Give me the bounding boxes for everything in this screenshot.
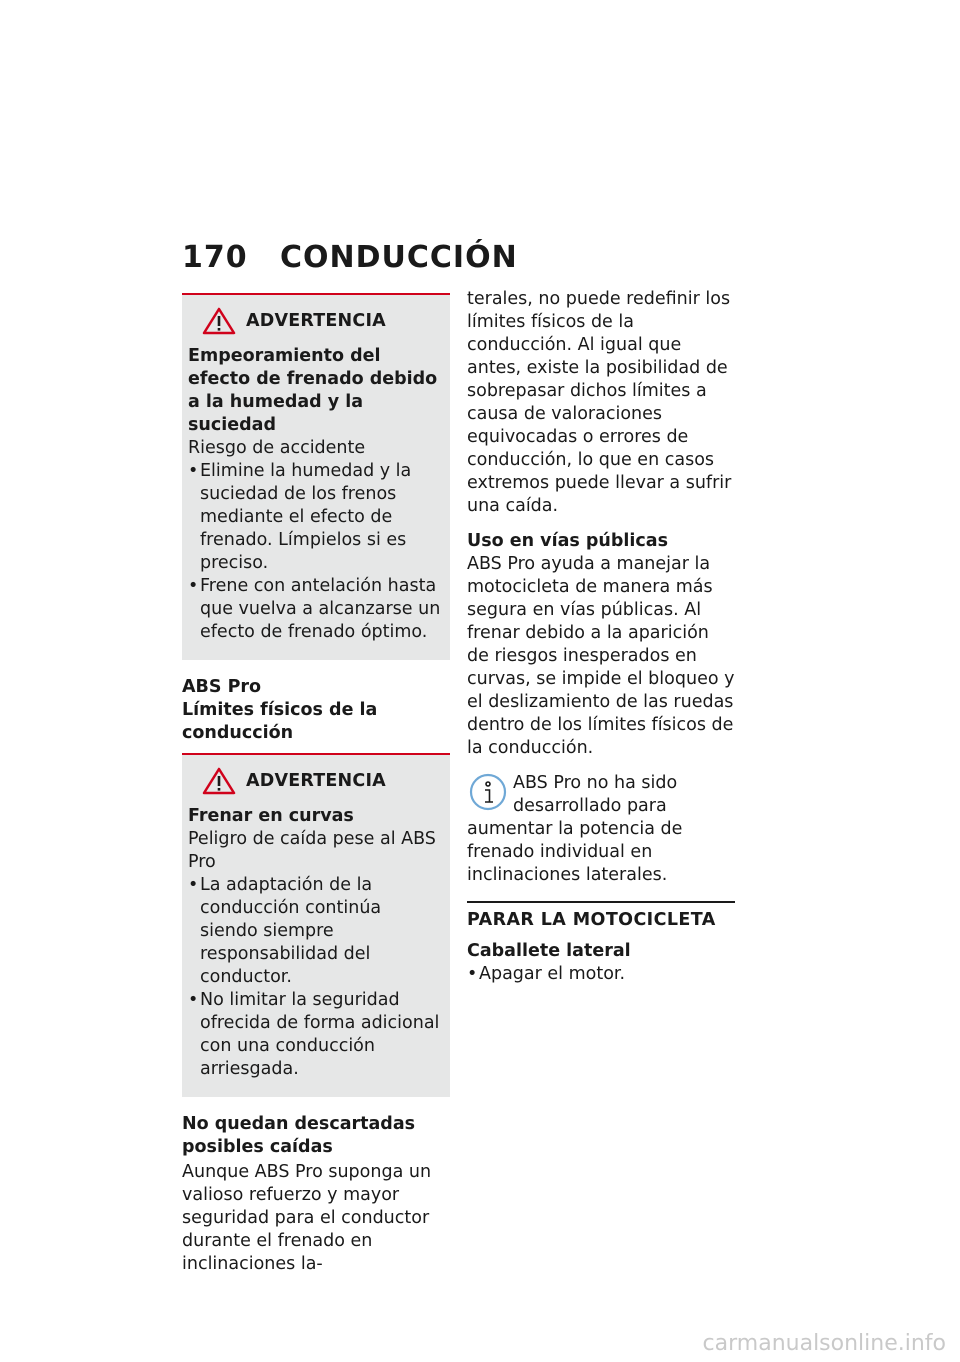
heading-vias: Uso en vías públicas [467,531,668,551]
paragraph-continued: terales, no puede redefinir los límites físicos de la conducción. Al igual que antes, existe la posibilidad de sobrepasar dichos límites a causa de valoraciones equivocadas o errores de conducción, lo que en casos extremos puede llevar a sufrir una caída. [467,289,732,516]
info-note [467,772,735,887]
list-item: • Frene con antelación hasta que vuelva a alcanzarse un efecto de frenado óptimo. [188,576,441,642]
paragraph-caidas: Aunque ABS Pro suponga un valioso refuerzo y mayor seguridad para el conductor durante el frenado en inclinaciones la- [182,1162,432,1274]
warning-subtitle: Peligro de caída pese al ABS Pro [188,829,436,872]
warning-header [188,307,442,335]
heading-caidas: No quedan descartadas posibles caídas [182,1114,416,1157]
page-header [182,240,518,275]
section-subheading: Límites físicos de la conducción [182,700,378,743]
warning-box-humedad [182,293,450,660]
warning-triangle-icon [202,307,236,335]
left-column [182,293,450,1276]
section-title: PARAR LA MOTOCICLETA [467,910,716,930]
info-icon [467,772,509,816]
watermark: carmanualsonline.info [702,1331,946,1356]
right-column [467,288,735,986]
sub-heading: Caballete lateral [467,941,631,961]
warning-label: ADVERTENCIA [246,310,386,331]
note-text: ABS Pro no ha sido desarrollado para aumentar la potencia de frenado individual en inclinaciones laterales. [467,773,683,885]
list-item: • No limitar la seguridad ofrecida de forma adicional con una conducción arriesgada. [188,990,440,1079]
warning-header [188,767,442,795]
warning-triangle-icon [202,767,236,795]
warning-title: Empeoramiento del efecto de frenado debido a la humedad y la suciedad [188,346,438,435]
warning-box-curvas [182,753,450,1097]
warning-title: Frenar en curvas [188,806,354,826]
list-item: • Apagar el motor. [467,964,626,984]
page-number: 170 [182,240,248,275]
section-parar [467,901,735,986]
paragraph-vias: ABS Pro ayuda a manejar la motocicleta de manera más segura en vías públicas. Al frenar debido a la aparición de riesgos inesperados en curvas, se impide el bloqueo y el deslizamiento de las ruedas dentro de los límites físicos de la conducción. [467,554,735,758]
chapter-title: CONDUCCIÓN [280,240,518,275]
list-item: • La adaptación de la conducción continúa siendo siempre responsabilidad del conductor. [188,875,382,987]
warning-label: ADVERTENCIA [246,770,386,791]
list-item: • Elimine la humedad y la suciedad de los frenos mediante el efecto de frenado. Límpielos si es preciso. [188,461,412,573]
warning-subtitle: Riesgo de accidente [188,438,366,458]
section-heading: ABS Pro [182,677,262,697]
